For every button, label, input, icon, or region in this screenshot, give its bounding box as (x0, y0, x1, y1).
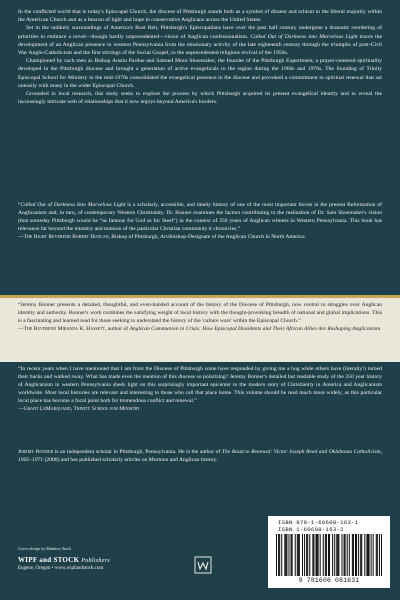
author-bio-after: (2008) and has published scholarly articles on Mormon and Anglican history. (43, 456, 218, 463)
endorser-name: The Right Reverend Robert Duncan (23, 233, 109, 240)
barcode-bar (355, 534, 356, 576)
barcode-bar (302, 534, 303, 576)
endorsement-lemarquand (18, 366, 382, 413)
description-paragraph-2 (18, 24, 382, 57)
endorsement-duncan-title: Called Out of Darkness Into Marvelous Light (20, 202, 126, 208)
barcode-bar (368, 534, 369, 576)
barcode-bar (344, 534, 345, 576)
barcode-bar (338, 534, 339, 576)
barcode-bar (376, 534, 377, 576)
endorsement-hassett (18, 302, 382, 334)
endorser-book: Anglican Communion in Crisis: How Episcopal Dissidents and Their African Allies Are Reshaping Anglicanism (129, 325, 381, 332)
barcode-bar (278, 534, 279, 576)
barcode-bar (284, 534, 285, 576)
barcode-bar (373, 534, 374, 576)
barcode-bar (304, 534, 305, 576)
isbn-13: ISBN 978-1-60608-163-1 (278, 519, 359, 526)
publisher-location: Eugene, Oregon • www.wipfandstock.com (18, 566, 104, 571)
book-description (18, 8, 382, 106)
barcode-bar (358, 534, 359, 576)
barcode-bar (286, 534, 287, 576)
barcode-bar (336, 534, 337, 576)
attr-dash: — (18, 325, 24, 332)
endorser-name: The Reverend Miranda K. Hassett (23, 325, 106, 332)
barcode-bar (353, 534, 354, 576)
barcode-bar (281, 534, 282, 576)
barcode-bar (323, 534, 324, 576)
barcode-bar (292, 534, 293, 576)
barcode-bar (325, 534, 326, 576)
barcode-bar (315, 534, 316, 576)
endorsement-duncan (18, 202, 382, 242)
isbn-10: ISBN 1-60608-163-2 (278, 526, 344, 533)
barcode-bar (349, 534, 350, 576)
endorsement-lemarquand-attribution: —Grant LeMarquand, Trinity School for Ministry (18, 405, 140, 412)
barcode-bar (341, 534, 342, 576)
barcode-bar (291, 534, 292, 576)
barcode-bar (288, 534, 289, 576)
endorsement-hassett-attribution (18, 326, 382, 334)
barcode-bar (320, 534, 321, 576)
barcode-bar (276, 534, 277, 576)
barcode-bar (347, 534, 348, 576)
barcode-bar (312, 534, 313, 576)
barcode-bar (352, 534, 353, 576)
author-bio (18, 449, 382, 465)
barcode-bars (276, 534, 382, 576)
description-paragraph-4: Grounded in local research, this study seeks to explore the process by which Pittsburgh acquired its present evangelical identity and to reveal the increasingly intricate web of relationships that it now enjoys beyond America's borders. (18, 91, 382, 106)
barcode-bar (371, 534, 372, 576)
barcode-bar (332, 534, 333, 576)
barcode-bar (318, 534, 319, 576)
barcode-bar (364, 534, 365, 576)
barcode (268, 516, 390, 588)
barcode-bar (379, 534, 380, 576)
barcode-bar (299, 534, 300, 576)
publisher-suffix: Publishers (79, 558, 110, 564)
barcode-bar (334, 534, 335, 576)
cover-credit: Cover design by Matthew Stock (18, 546, 72, 551)
barcode-bar (328, 534, 329, 576)
barcode-bar (313, 534, 314, 576)
description-paragraph-1: In the conflicted world that is today's Episcopal Church, the diocese of Pittsburgh stands both as a symbol of dissent and schism to the liberal majority within the American Church and as a beacon of light and hope to conservative Anglicans across the United States. (18, 9, 382, 24)
barcode-bar (360, 534, 361, 576)
description-p2-before: Set in the unlikely surroundings of America's Rust Belt, Pittsburgh's Episcopalians have over the past half century undergone a dramatic reordering of priorities to embrace a novel—though hardly unprecedented—vision of Anglican confessionalism. (18, 25, 382, 40)
barcode-bar (326, 534, 327, 576)
endorser-role: , Bishop of Pittsburgh, Archbishop-Designate of the Anglican Church in North America (108, 233, 305, 240)
endorsement-duncan-body: is a scholarly, accessible, and timely history of one of the most important forces in the present Reformation of Anglicanism and, in turn, of contemporary Western Christianity. Dr. Bonner examines the factors contributing to the realization of Dr. Sam Shoemaker's vision (that someday Pittsburgh would be “as famous for God as for Steel”) in the context of 250 years of Anglican witness in Western Pennsylvania. This book has relevance far beyond the ministry and mission of the particular Christian community it chronicles.” (18, 202, 382, 232)
barcode-bar (279, 534, 280, 576)
barcode-bar (345, 534, 346, 576)
publisher-name (18, 556, 110, 564)
barcode-bar (381, 534, 382, 576)
book-title-inline: Called Out of Darkness into Marvelous Light (250, 33, 358, 40)
attr-separator: , author of (105, 325, 130, 332)
description-p2-after: traces the development of an Anglican presence in western Pennsylvania from the missionary activity of the late eighteenth century through the triumphs of post-Civil War Anglo-Catholicism and the first stirrings of the Social Gospel, to the unprecedented religious revival of the 1950s. (18, 33, 383, 57)
barcode-bar (306, 534, 307, 576)
barcode-bar (309, 534, 310, 576)
description-paragraph-3: Championed by such men as Bishop Austin Pardue and Samuel Moor Shoemaker, the founder of the Pittsburgh Experiment, a prayer-centered spirituality developed in the Pittsburgh diocese and brought a generation of active evangelicals to the region during the 1960s and 1970s. The founding of Trinity Episcopal School for Ministry in the mid-1970s consolidated the evangelical presence in the diocese and provoked a commitment to spiritual renewal that sat uneasily with many in the wider Episcopal Church. (18, 58, 382, 89)
barcode-bar (295, 534, 296, 576)
barcode-bar (361, 534, 362, 576)
endorsement-lemarquand-text: “In recent years when I have mentioned that I am from the Diocese of Pittsburgh some have responded by giving me a hug while others have (literally!) turned their backs and walked away. What has made even the mention of this diocese so polarizing? Jeremy Bonner's detailed but readable study of the 250 year history of Anglicanism in western Pennsylvania sheds light on this surprisingly important epicenter in the modern story of Christianity in America and Anglicanism worldwide. Most local histories are relevant and interesting to those who call that place home. This volume should be read much more widely, as this particular local place has become a focal point both for tremendous conflict and renewal.” (18, 366, 382, 404)
attr-dash: — (18, 233, 24, 240)
barcode-bar (367, 534, 368, 576)
barcode-bar (298, 534, 299, 576)
barcode-digits: 9 781606 081631 (298, 577, 360, 584)
endorsement-duncan-text (18, 202, 382, 234)
barcode-bar (377, 534, 378, 576)
barcode-bar (356, 534, 357, 576)
barcode-bar (337, 534, 338, 576)
publisher-name-main: WIPF and STOCK (18, 556, 80, 564)
barcode-bar (366, 534, 367, 576)
wipf-and-stock-logo-icon (194, 556, 212, 574)
endorsement-hassett-text: “Jeremy Bonner presents a detailed, thoughtful, and even-handed account of the history of the Diocese of Pittsburgh, now central to struggles over Anglican identity and authority. Bonner's work combines the satisfying weight of local history with the thought-provoking breadth of national and global implications. This is a fascinating and learned read for those seeking to understand the history of the 'culture wars' within the Episcopal Church.” (18, 302, 382, 324)
barcode-bar (317, 534, 318, 576)
barcode-bar (285, 534, 286, 576)
author-name: Jeremy Bonner (18, 449, 54, 455)
barcode-bar (307, 534, 308, 576)
barcode-bar (329, 534, 330, 576)
author-book: The Road to Renewal: Victor Joseph Reed and Oklahoma Catholicism, 1905–1971 (18, 449, 382, 463)
endorsement-duncan-attribution (18, 234, 382, 242)
open-quote: “ (18, 202, 21, 208)
author-bio-before: is an independent scholar in Pittsburgh, Pennsylvania. He is the author of (53, 449, 222, 455)
barcode-bar (297, 534, 298, 576)
